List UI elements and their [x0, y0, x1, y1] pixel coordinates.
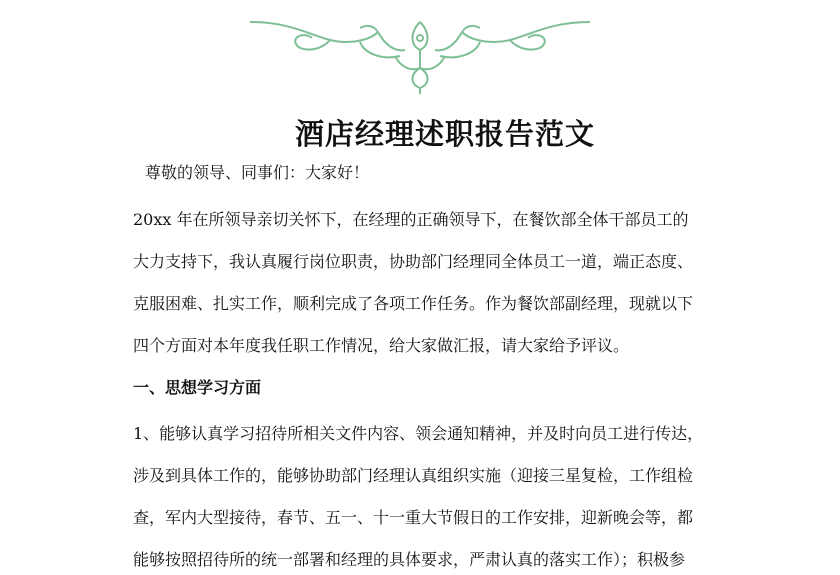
paragraph-line: 1、能够认真学习招待所相关文件内容、领会通知精神，并及时向员工进行传达， — [133, 424, 704, 443]
document-title: 酒店经理述职报告范文 — [294, 117, 595, 151]
paragraph-line: 四个方面对本年度我任职工作情况，给大家做汇报，请大家给予评议。 — [133, 336, 630, 355]
decorative-header-ornament — [0, 0, 840, 100]
paragraph-line: 大力支持下，我认真履行岗位职责，协助部门经理同全体员工一道，端正态度、 — [133, 252, 694, 271]
greeting-line: 尊敬的领导、同事们：大家好！ — [145, 163, 370, 182]
paragraph-line: 查，军内大型接待，春节、五一、十一重大节假日的工作安排，迎新晚会等，都 — [133, 508, 694, 527]
section-heading: 一、思想学习方面 — [133, 378, 262, 397]
paragraph-line: 涉及到具体工作的，能够协助部门经理认真组织实施（迎接三星复检，工作组检 — [133, 466, 694, 485]
paragraph-line: 克服困难、扎实工作，顺利完成了各项工作任务。作为餐饮部副经理，现就以下 — [133, 294, 694, 313]
paragraph-line: 能够按照招待所的统一部署和经理的具体要求，严肃认真的落实工作）；积极参 — [133, 550, 686, 569]
paragraph-line: 20xx 年在所领导亲切关怀下，在经理的正确领导下，在餐饮部全体干部员工的 — [133, 210, 689, 229]
